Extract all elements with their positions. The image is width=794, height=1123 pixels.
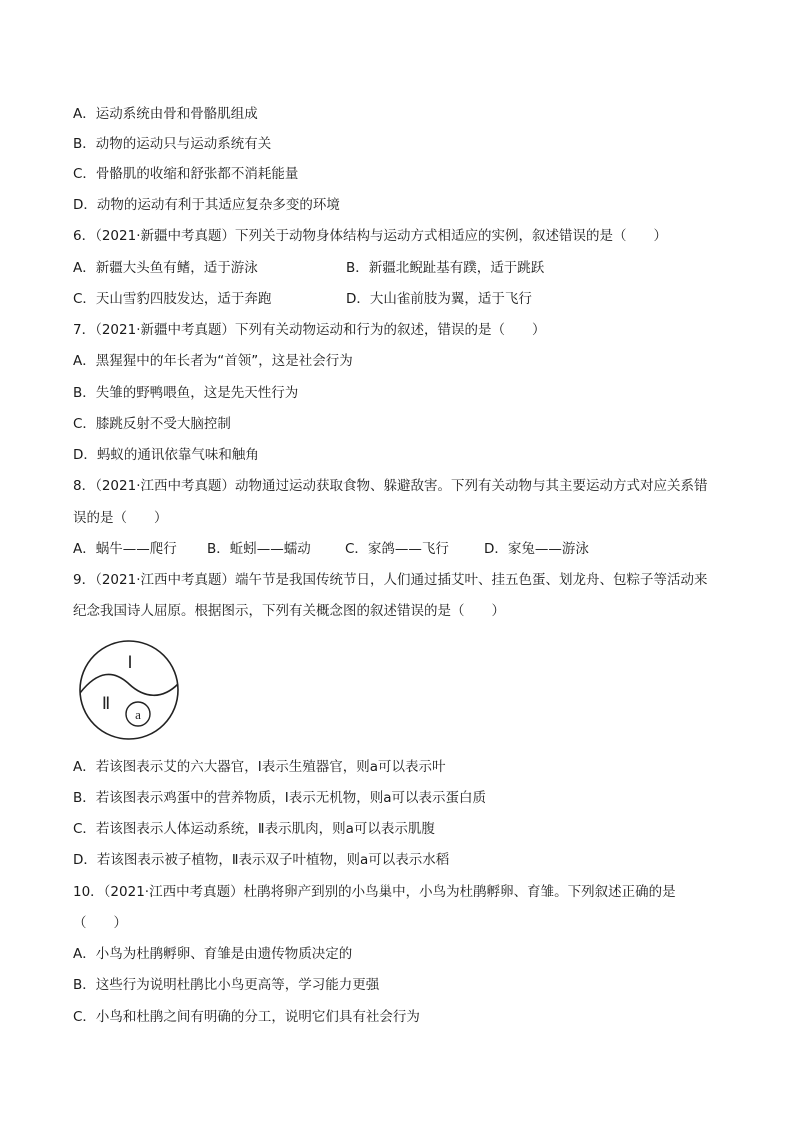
q7-option-c: C．膝跳反射不受大脑控制 <box>73 416 231 432</box>
q5-option-c: C．骨骼肌的收缩和舒张都不消耗能量 <box>73 166 299 182</box>
q7-stem: 7．（2021·新疆中考真题）下列有关动物运动和行为的叙述，错误的是（ ） <box>73 322 546 338</box>
q5-option-d: D．动物的运动有利于其适应复杂多变的环境 <box>73 197 340 213</box>
q10-stem-line2: （ ） <box>73 915 127 931</box>
q8-option-a: A．蜗牛——爬行 <box>73 541 177 557</box>
q6-option-b: B．新疆北鲵趾基有蹼，适于跳跃 <box>346 260 545 276</box>
q10-option-b: B．这些行为说明杜鹃比小鸟更高等，学习能力更强 <box>73 977 380 993</box>
q6-option-a: A．新疆大头鱼有鳍，适于游泳 <box>73 260 258 276</box>
q8-stem-line1: 8．（2021·江西中考真题）动物通过运动获取食物、躲避敌害。下列有关动物与其主要运动方式对应关系错 <box>73 478 708 494</box>
q9-option-b: B．若该图表示鸡蛋中的营养物质，Ⅰ表示无机物，则a可以表示蛋白质 <box>73 790 487 806</box>
q9-option-a: A．若该图表示艾的六大器官，Ⅰ表示生殖器官，则a可以表示叶 <box>73 759 446 775</box>
q6-option-c: C．天山雪豹四肢发达，适于奔跑 <box>73 291 272 307</box>
concept-diagram-svg <box>76 640 182 740</box>
q7-option-d: D．蚂蚁的通讯依靠气味和触角 <box>73 447 259 463</box>
concept-diagram <box>76 640 182 740</box>
q8-option-b: B．蚯蚓——蠕动 <box>207 541 311 557</box>
q9-option-d: D．若该图表示被子植物，Ⅱ表示双子叶植物，则a可以表示水稻 <box>73 852 450 868</box>
q7-option-a: A．黑猩猩中的年长者为“首领”，这是社会行为 <box>73 353 353 369</box>
dividing-wave <box>80 674 178 695</box>
q7-option-b: B．失雏的野鸭喂鱼，这是先天性行为 <box>73 385 299 401</box>
q5-option-b: B．动物的运动只与运动系统有关 <box>73 136 272 152</box>
q6-stem: 6．（2021·新疆中考真题）下列关于动物身体结构与运动方式相适应的实例，叙述错误的是（ ） <box>73 228 667 244</box>
q9-stem-line2: 纪念我国诗人屈原。根据图示，下列有关概念图的叙述错误的是（ ） <box>73 603 505 619</box>
q5-option-a: A．运动系统由骨和骨骼肌组成 <box>73 106 258 122</box>
q9-option-c: C．若该图表示人体运动系统，Ⅱ表示肌肉，则a可以表示肌腹 <box>73 821 435 837</box>
label-upper: Ⅰ <box>127 653 133 672</box>
q6-option-d: D．大山雀前肢为翼，适于飞行 <box>346 291 532 307</box>
label-lower: Ⅱ <box>101 694 111 713</box>
q8-stem-line2: 误的是（ ） <box>73 510 168 526</box>
q10-option-c: C．小鸟和杜鹃之间有明确的分工，说明它们具有社会行为 <box>73 1009 420 1025</box>
label-inner: a <box>135 707 141 722</box>
q10-option-a: A．小鸟为杜鹃孵卵、育雏是由遗传物质决定的 <box>73 946 353 962</box>
q9-stem-line1: 9．（2021·江西中考真题）端午节是我国传统节日，人们通过插艾叶、挂五色蛋、划龙舟、包粽子等活动来 <box>73 572 708 588</box>
q8-option-d: D．家兔——游泳 <box>484 541 589 557</box>
q8-option-c: C．家鸽——飞行 <box>345 541 449 557</box>
q10-stem-line1: 10．（2021·江西中考真题）杜鹃将卵产到别的小鸟巢中，小鸟为杜鹃孵卵、育雏。下列叙述正确的是 <box>73 884 676 900</box>
